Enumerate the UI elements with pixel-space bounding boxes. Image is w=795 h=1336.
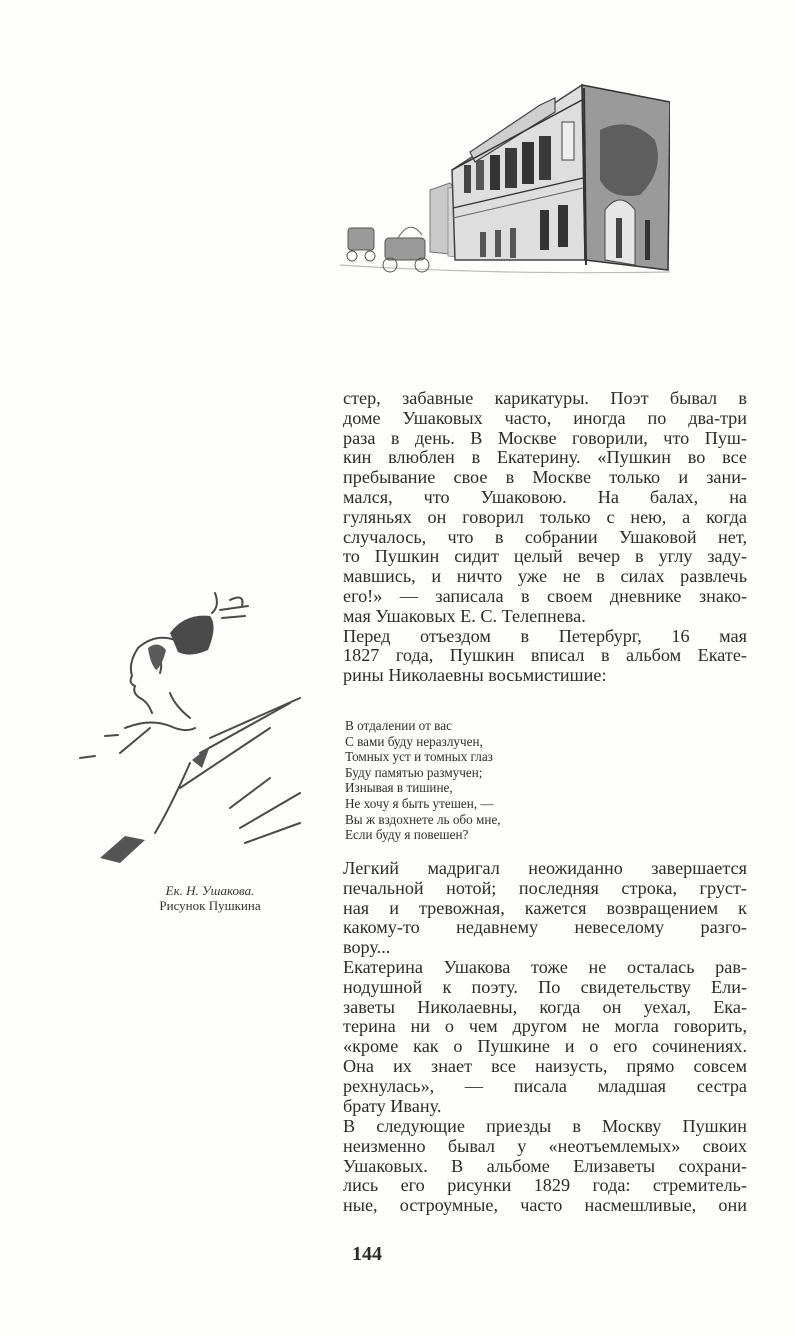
text-line: мался, что Ушаковою. На балах, на xyxy=(343,486,747,507)
poem-line: Если буду я повешен? xyxy=(345,827,469,843)
text-line: терина ни о чем другом не могла говорить, xyxy=(343,1016,747,1037)
text-line: ная и тревожная, кажется возвращением к xyxy=(343,897,747,918)
caption-subject: Ек. Н. Ушакова. xyxy=(165,883,255,898)
text-line: лись его рисунки 1829 года: стремитель- xyxy=(343,1175,747,1196)
portrait-sketch xyxy=(70,578,340,878)
house-illustration xyxy=(340,60,670,285)
text-line: заветы Николаевны, когда он уехал, Ека- xyxy=(343,996,747,1017)
text-line: рины Николаевны восьмистишие: xyxy=(343,665,607,686)
text-line: пребывание свое в Москве только и зани- xyxy=(343,467,747,488)
paragraph-4 xyxy=(343,1117,747,1216)
poem-line: Буду памятью размучен; xyxy=(345,764,483,780)
text-line: Ушаковых. В альбоме Елизаветы сохрани- xyxy=(343,1155,747,1176)
text-line: случалось, что в собрании Ушаковой нет, xyxy=(343,526,747,547)
text-line: кин влюблен в Екатерину. «Пушкин во все xyxy=(343,447,747,468)
poem-line: Не хочу я быть утешен, — xyxy=(345,795,494,811)
poem-line: Томных уст и томных глаз xyxy=(345,749,493,765)
poem-line: Вы ж вздохнете ль обо мне, xyxy=(345,811,501,827)
poem-line: С вами буду неразлучен, xyxy=(345,733,483,749)
paragraph-1 xyxy=(343,389,747,686)
caption-credit: Рисунок Пушкина xyxy=(159,898,261,913)
text-line: гуляньях он говорил только с нею, а когда xyxy=(343,506,747,527)
poem-line: В отдалении от вас xyxy=(345,718,452,733)
text-line: неизменно бывал у «неотъемлемых» своих xyxy=(343,1135,747,1156)
text-line: вору... xyxy=(343,937,391,958)
text-line: стер, забавные карикатуры. Поэт бывал в xyxy=(343,388,747,408)
text-line: раза в день. В Москве говорили, что Пуш- xyxy=(343,427,747,448)
text-line: доме Ушаковых часто, иногда по два-три xyxy=(343,407,747,428)
page-number: 144 xyxy=(352,1243,382,1265)
text-line: 1827 года, Пушкин вписал в альбом Екате- xyxy=(343,645,747,666)
figure-caption xyxy=(100,883,320,913)
text-line: Легкий мадригал неожиданно завершается xyxy=(343,858,747,878)
text-line: печальной нотой; последняя строка, груст- xyxy=(343,877,747,898)
text-line: нодушной к поэту. По свидетельству Ели- xyxy=(343,976,747,997)
poem xyxy=(345,718,605,843)
text-line: брату Ивану. xyxy=(343,1095,442,1116)
text-line: Перед отъездом в Петербург, 16 мая xyxy=(343,625,747,646)
text-line: какому-то недавнему невеселому разго- xyxy=(343,917,747,938)
text-line: рехнулась», — писала младшая сестра xyxy=(343,1075,747,1096)
paragraph-3 xyxy=(343,958,747,1116)
text-line: мая Ушаковых Е. С. Телепнева. xyxy=(343,605,586,626)
text-line: мавшись, и ничто уже не в силах развлечь xyxy=(343,566,747,587)
text-line: ные, остроумные, часто насмешливые, они xyxy=(343,1195,747,1216)
text-line: его!» — записала в своем дневнике знако- xyxy=(343,585,747,606)
text-line: В следующие приезды в Москву Пушкин xyxy=(343,1116,747,1136)
text-line: «кроме как о Пушкине и о его сочинениях. xyxy=(343,1036,747,1057)
text-line: то Пушкин сидит целый вечер в углу заду- xyxy=(343,546,747,567)
poem-line: Изнывая в тишине, xyxy=(345,780,453,796)
text-line: Она их знает все наизусть, прямо совсем xyxy=(343,1055,747,1076)
paragraph-2 xyxy=(343,859,747,958)
text-line: Екатерина Ушакова тоже не осталась рав- xyxy=(343,957,747,977)
